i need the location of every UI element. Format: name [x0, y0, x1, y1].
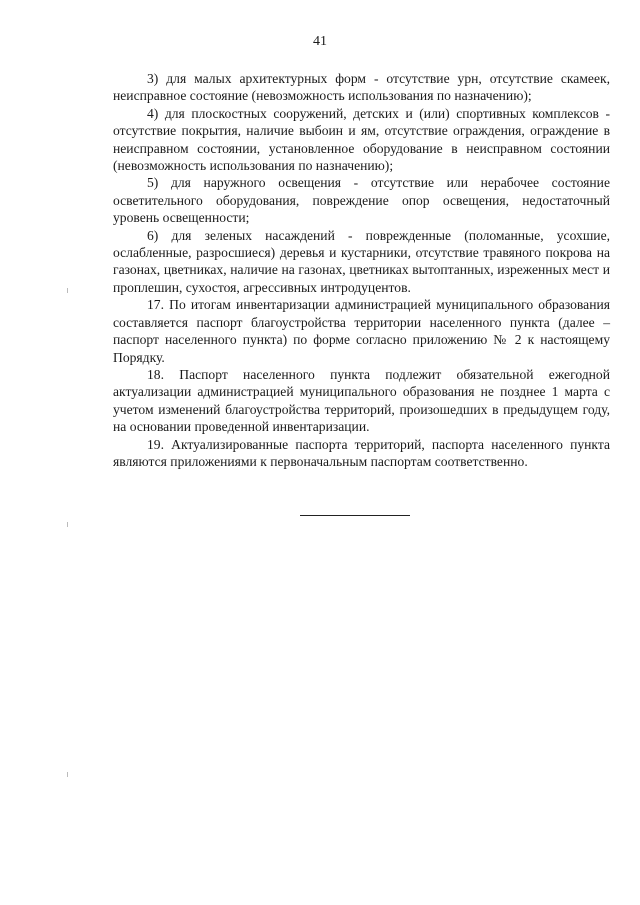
paragraph-item-5: 5) для наружного освещения - отсутствие или нерабочее состояние осветительного оборудования, повреждение опор освещения, недостаточный уровень освещенности; — [113, 175, 610, 226]
margin-mark — [67, 288, 68, 293]
margin-mark — [67, 772, 68, 777]
paragraph-item-4: 4) для плоскостных сооружений, детских и (или) спортивных комплексов - отсутствие покрытия, наличие выбоин и ям, отсутствие ограждения, ограждение в неисправном состоянии, установленное оборудование в неисправном состоянии (невозможность использования по назначению); — [113, 105, 610, 174]
paragraph-clause-18: 18. Паспорт населенного пункта подлежит обязательной ежегодной актуализации администрацией муниципального образования не позднее 1 марта с учетом изменений благоустройства территорий, произошедших в предыдущем году, на основании проведенной инвентаризации. — [113, 366, 610, 435]
paragraph-item-6: 6) для зеленых насаждений - поврежденные (поломанные, усохшие, ослабленные, разросшиеся) деревья и кустарники, отсутствие травяного покрова на газонах, цветниках, наличие на газонах, цветниках вытоптанных, изреженных мест и проплешин, сухостоя, агрессивных интродуцентов. — [113, 227, 610, 295]
paragraph-clause-19: 19. Актуализированные паспорта территорий, паспорта населенного пункта являются приложениями к первоначальным паспортам соответственно. — [113, 436, 610, 469]
end-divider — [300, 515, 410, 516]
paragraph-item-3: 3) для малых архитектурных форм - отсутствие урн, отсутствие скамеек, неисправное состояние (невозможность использования по назначению); — [113, 71, 610, 104]
page-number: 41 — [313, 34, 327, 49]
paragraph-clause-17: 17. По итогам инвентаризации администрацией муниципального образования составляется паспорт благоустройства территории населенного пункта (далее – паспорт населенного пункта) по форме согласно приложению № 2 к настоящему Порядку. — [113, 297, 610, 365]
document-body — [113, 70, 610, 470]
margin-mark — [67, 522, 68, 527]
